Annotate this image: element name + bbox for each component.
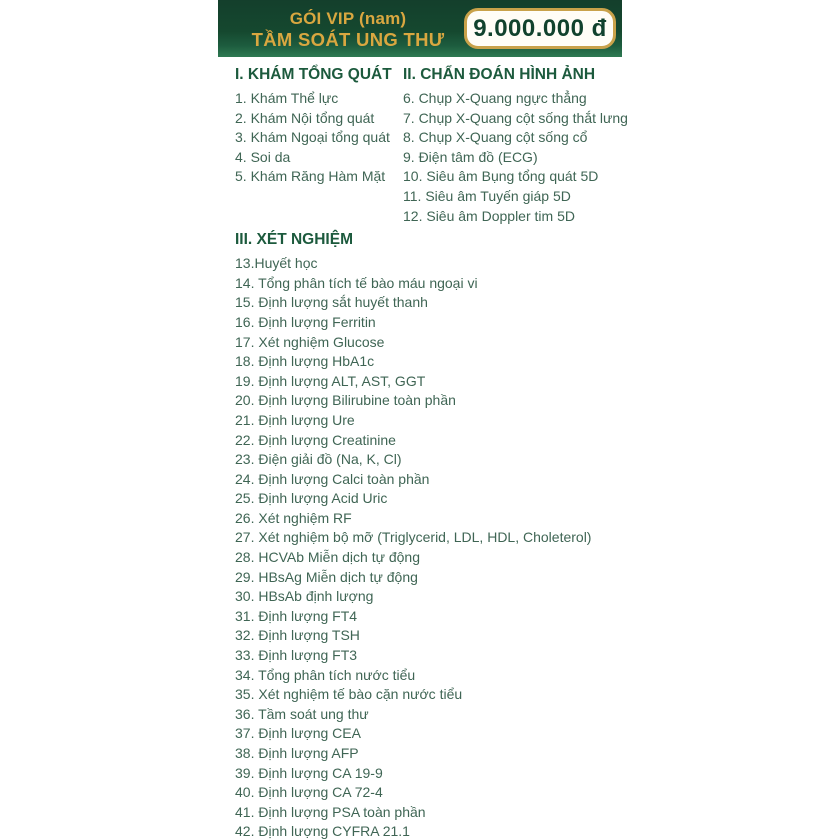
section-imaging-items xyxy=(403,89,635,226)
list-item: 38. Định lượng AFP xyxy=(235,745,359,761)
list-item: 35. Xét nghiệm tế bào cặn nước tiểu xyxy=(235,686,463,703)
package-title-line2: TẦM SOÁT UNG THƯ xyxy=(251,28,445,50)
package-title-line1: GÓI VIP (nam) xyxy=(289,9,407,29)
section-general-exam xyxy=(235,64,403,226)
section-imaging-title: II. CHẨN ĐOÁN HÌNH ẢNH xyxy=(403,66,596,83)
list-item: 31. Định lượng FT4 xyxy=(235,607,358,624)
section-lab-tests-title: III. XÉT NGHIỆM xyxy=(235,231,353,249)
list-item: 36. Tầm soát ung thư xyxy=(235,705,369,722)
list-item: 25. Định lượng Acid Uric xyxy=(235,490,388,507)
list-item: 13.Huyết học xyxy=(235,255,318,272)
price-badge xyxy=(464,8,616,49)
price-value: 9.000.000 đ xyxy=(473,14,607,42)
list-item: 19. Định lượng ALT, AST, GGT xyxy=(235,372,426,389)
list-item: 11. Siêu âm Tuyến giáp 5D xyxy=(403,187,571,204)
list-item: 12. Siêu âm Doppler tim 5D xyxy=(403,207,575,224)
list-item: 37. Định lượng CEA xyxy=(235,725,361,742)
list-item: 17. Xét nghiệm Glucose xyxy=(235,333,385,350)
list-item: 1. Khám Thể lực xyxy=(235,90,339,106)
list-item: 14. Tổng phân tích tế bào máu ngoại vi xyxy=(235,274,478,291)
list-item: 3. Khám Ngoại tổng quát xyxy=(235,129,390,146)
list-item: 32. Định lượng TSH xyxy=(235,627,360,644)
package-contents xyxy=(235,64,635,840)
section-general-exam-title: I. KHÁM TỔNG QUÁT xyxy=(235,66,392,83)
list-item: 5. Khám Răng Hàm Mặt xyxy=(235,168,386,185)
list-item: 34. Tổng phân tích nước tiểu xyxy=(235,666,416,683)
list-item: 39. Định lượng CA 19-9 xyxy=(235,764,383,781)
list-item: 42. Định lượng CYFRA 21.1 xyxy=(235,823,410,840)
list-item: 30. HBsAb định lượng xyxy=(235,588,374,605)
section-lab-tests-items xyxy=(235,254,635,840)
list-item: 24. Định lượng Calci toàn phần xyxy=(235,470,430,487)
package-banner xyxy=(218,0,622,57)
list-item: 33. Định lượng FT3 xyxy=(235,647,358,664)
list-item: 4. Soi da xyxy=(235,148,291,165)
section-imaging xyxy=(403,64,635,226)
list-item: 23. Điện giải đồ (Na, K, Cl) xyxy=(235,451,402,468)
list-item: 9. Điện tâm đồ (ECG) xyxy=(403,148,538,165)
list-item: 7. Chụp X-Quang cột sống thắt lưng xyxy=(403,109,628,126)
list-item: 22. Định lượng Creatinine xyxy=(235,431,396,448)
list-item: 6. Chụp X-Quang ngực thẳng xyxy=(403,90,587,106)
list-item: 10. Siêu âm Bụng tổng quát 5D xyxy=(403,168,599,185)
list-item: 15. Định lượng sắt huyết thanh xyxy=(235,294,428,311)
top-columns xyxy=(235,64,635,226)
list-item: 41. Định lượng PSA toàn phần xyxy=(235,803,426,820)
list-item: 28. HCVAb Miễn dịch tự động xyxy=(235,549,420,566)
package-title xyxy=(232,7,464,50)
list-item: 40. Định lượng CA 72-4 xyxy=(235,784,383,801)
list-item: 16. Định lượng Ferritin xyxy=(235,313,376,330)
list-item: 29. HBsAg Miễn dịch tự động xyxy=(235,568,418,585)
list-item: 18. Định lượng HbA1c xyxy=(235,353,375,370)
list-item: 21. Định lượng Ure xyxy=(235,411,355,428)
list-item: 8. Chụp X-Quang cột sống cổ xyxy=(403,129,588,146)
list-item: 26. Xét nghiệm RF xyxy=(235,509,352,526)
list-item: 27. Xét nghiệm bộ mỡ (Triglycerid, LDL, HDL, Choleterol) xyxy=(235,529,592,546)
section-general-exam-items xyxy=(235,89,403,187)
section-lab-tests xyxy=(235,229,635,840)
list-item: 2. Khám Nội tổng quát xyxy=(235,109,375,126)
list-item: 20. Định lượng Bilirubine toàn phần xyxy=(235,392,456,409)
